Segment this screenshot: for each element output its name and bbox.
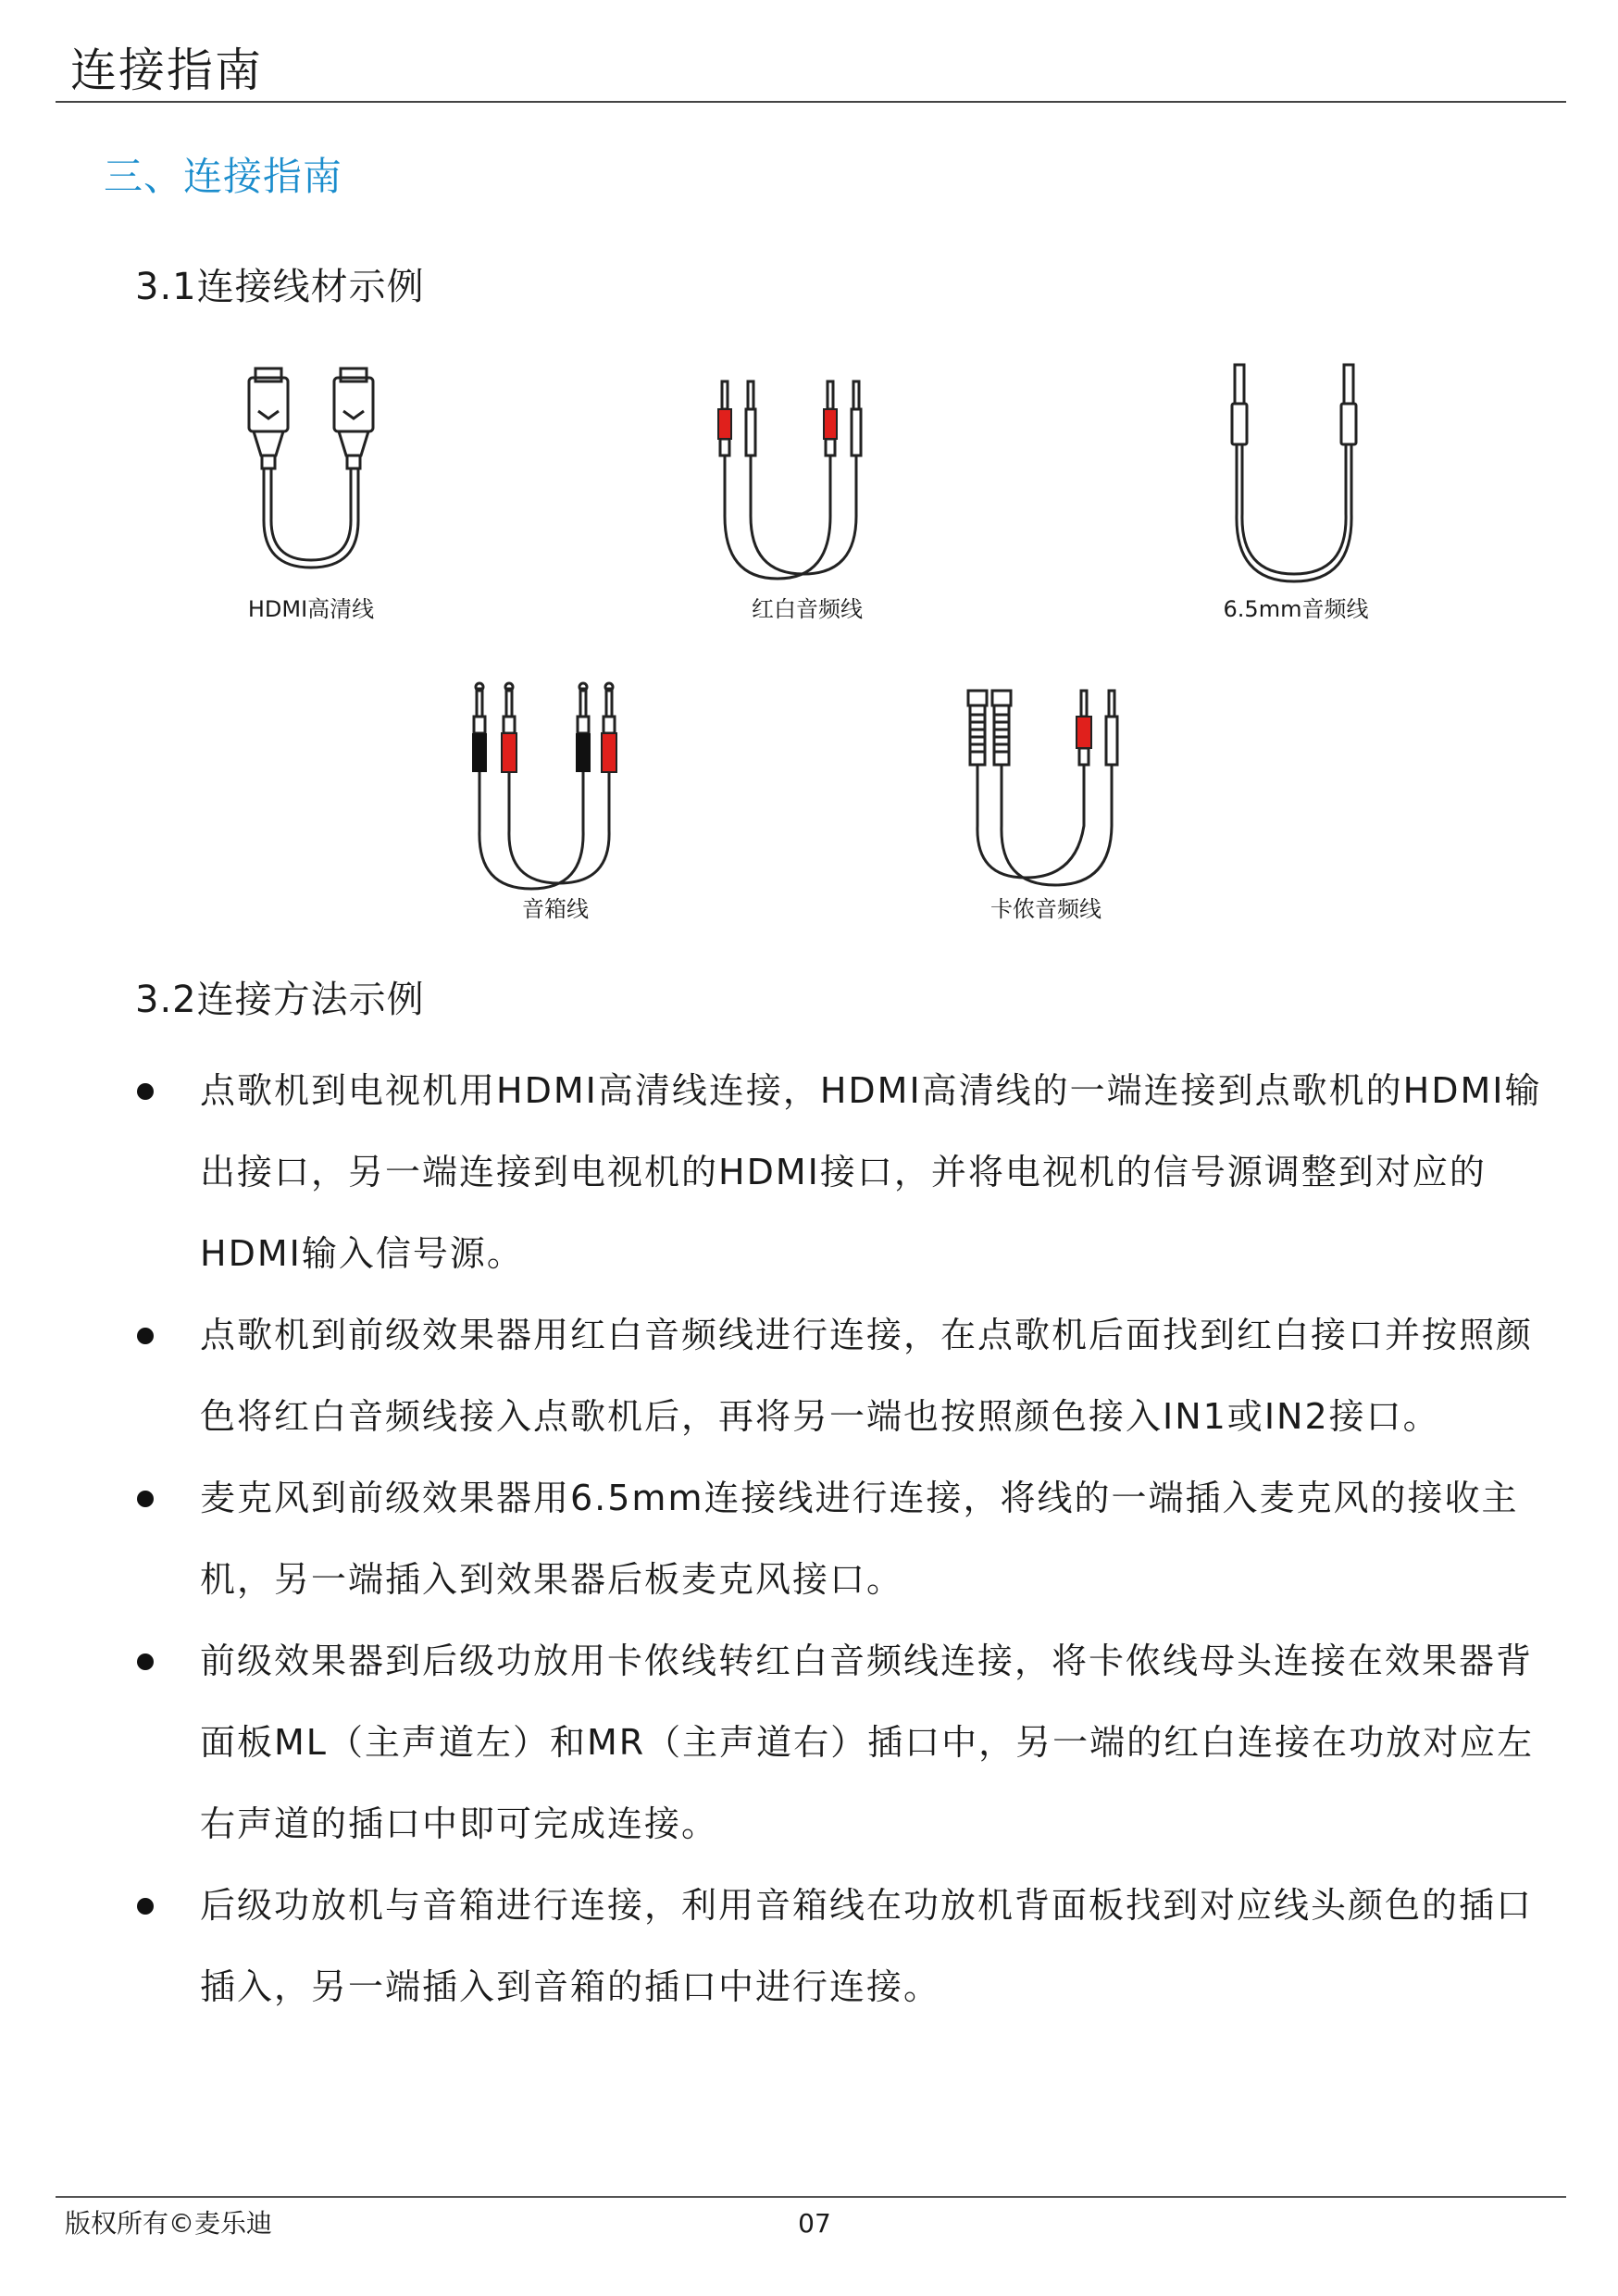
cable-item-speaker <box>463 668 648 928</box>
cable-item-rca <box>715 352 900 630</box>
connection-steps-list <box>130 1050 1555 2028</box>
cable-label: 6.5mm音频线 <box>1223 596 1369 622</box>
list-item <box>130 1620 1555 1865</box>
bullet-icon <box>137 1328 154 1344</box>
list-item <box>130 1865 1555 2028</box>
hdmi-cable-icon <box>218 352 404 583</box>
page-number: 07 <box>798 2208 831 2239</box>
cable-label: 红白音频线 <box>752 596 863 622</box>
step-text: 点歌机到电视机用HDMI高清线连接，HDMI高清线的一端连接到点歌机的HDMI输出接口，另一端连接到电视机的HDMI接口，并将电视机的信号源调整到对应的HDMI输入信号源。 <box>200 1070 1542 1274</box>
step-text: 麦克风到前级效果器用6.5mm连接线进行连接，将线的一端插入麦克风的接收主机，另一端插入到效果器后板麦克风接口。 <box>200 1478 1519 1600</box>
section-title: 三、连接指南 <box>104 154 343 199</box>
cable-item-xlr <box>953 668 1139 928</box>
footer-divider <box>56 2196 1566 2198</box>
jack-cable-icon <box>1203 352 1388 583</box>
bullet-icon <box>137 1653 154 1670</box>
bullet-icon <box>137 1083 154 1100</box>
list-item <box>130 1050 1555 1294</box>
bullet-icon <box>137 1491 154 1507</box>
rca-cable-icon <box>715 352 900 583</box>
list-item <box>130 1294 1555 1457</box>
xlr-cable-icon <box>953 668 1139 891</box>
step-text: 点歌机到前级效果器用红白音频线进行连接，在点歌机后面找到红白接口并按照颜色将红白音频线接入点歌机后，再将另一端也按照颜色接入IN1或IN2接口。 <box>200 1315 1534 1437</box>
step-text: 后级功放机与音箱进行连接，利用音箱线在功放机背面板找到对应线头颜色的插口插入，另一端插入到音箱的插口中进行连接。 <box>200 1885 1534 2007</box>
cable-label: 音箱线 <box>522 896 589 922</box>
footer-copyright: 版权所有©麦乐迪 <box>65 2208 273 2239</box>
cable-label: 卡侬音频线 <box>990 896 1101 922</box>
subsection-title-cables: 3.1连接线材示例 <box>135 266 425 308</box>
subsection-title-methods: 3.2连接方法示例 <box>135 979 425 1021</box>
list-item <box>130 1457 1555 1620</box>
header-divider <box>56 101 1566 103</box>
speaker-cable-icon <box>463 668 648 891</box>
cable-item-hdmi <box>218 352 404 630</box>
page-header-title: 连接指南 <box>70 44 263 97</box>
step-text: 前级效果器到后级功放用卡侬线转红白音频线连接，将卡侬线母头连接在效果器背面板ML（主声道左）和MR（主声道右）插口中，另一端的红白连接在功放对应左右声道的插口中即可完成连接。 <box>200 1641 1535 1844</box>
bullet-icon <box>137 1898 154 1915</box>
cable-label: HDMI高清线 <box>247 596 375 622</box>
cable-item-jack <box>1203 352 1388 630</box>
